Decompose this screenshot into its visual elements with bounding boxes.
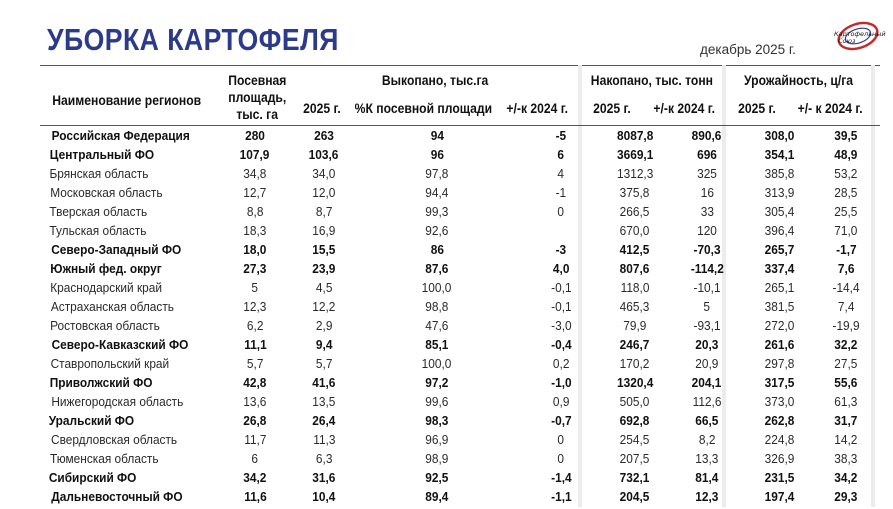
value-cell-acc-diff: 81,4 (695, 470, 719, 485)
region-name-cell: Ростовская область (50, 318, 160, 333)
value-cell-dug-diff: -0,1 (550, 299, 572, 314)
value-cell-acc: 118,0 (620, 280, 650, 295)
header-yield-group: Урожайность, ц/га (744, 73, 854, 88)
region-name-cell: Тюменская область (50, 451, 159, 466)
value-cell-dug: 12,0 (312, 185, 336, 200)
value-cell-pct: 47,6 (425, 318, 449, 333)
value-cell-acc: 732,1 (620, 470, 650, 485)
table-row (40, 145, 880, 164)
region-name-cell: Ставропольский край (50, 356, 170, 371)
value-cell-acc-diff: 890,6 (692, 128, 722, 143)
value-cell-pct: 96,9 (425, 432, 449, 447)
value-cell-dug-diff: 6 (557, 147, 565, 162)
value-cell-dug-diff: -1,0 (550, 375, 572, 390)
table-row (40, 126, 880, 145)
value-cell-pct: 98,8 (425, 299, 449, 314)
value-cell-acc: 204,5 (620, 489, 650, 504)
table-row (40, 354, 880, 373)
value-cell-dug-diff: -0,4 (550, 337, 572, 352)
value-cell-sown: 13,6 (243, 394, 267, 409)
value-cell-sown: 34,8 (243, 166, 267, 181)
value-cell-yield: 308,0 (765, 128, 795, 143)
table-row (40, 430, 880, 449)
value-cell-pct: 98,3 (425, 413, 449, 428)
value-cell-acc-diff: 5 (703, 299, 711, 314)
value-cell-dug-diff: 0 (557, 451, 565, 466)
value-cell-dug-diff: 4 (557, 166, 565, 181)
region-name-cell: Нижегородская область (51, 394, 184, 409)
value-cell-sown: 5 (251, 280, 259, 295)
value-cell-yield-diff: 48,9 (834, 147, 858, 162)
value-cell-sown: 11,6 (243, 489, 267, 504)
value-cell-sown: 6,2 (246, 318, 264, 333)
table-row (40, 202, 880, 221)
value-cell-dug: 5,7 (315, 356, 333, 371)
value-cell-dug: 15,5 (312, 242, 336, 257)
value-cell-yield-diff: 61,3 (834, 394, 858, 409)
value-cell-yield: 396,4 (765, 223, 795, 238)
region-name-cell: Свердловская область (51, 432, 178, 447)
value-cell-dug-diff: 0,9 (552, 394, 570, 409)
region-name-cell: Астраханская область (50, 299, 174, 314)
header-yield-diff: +/- к 2024 г. (797, 101, 863, 116)
value-cell-yield-diff: 53,2 (834, 166, 858, 181)
value-cell-yield: 231,5 (765, 470, 795, 485)
region-name-cell: Северо-Западный ФО (51, 242, 182, 257)
value-cell-sown: 34,2 (243, 470, 267, 485)
value-cell-acc-diff: -114,2 (690, 261, 724, 276)
region-name-cell: Сибирский ФО (48, 470, 137, 485)
harvest-table (40, 126, 880, 506)
value-cell-pct: 97,2 (425, 375, 449, 390)
value-cell-sown: 26,8 (243, 413, 267, 428)
value-cell-acc: 670,0 (620, 223, 650, 238)
value-cell-dug-diff (518, 221, 604, 240)
value-cell-acc-diff: -70,3 (693, 242, 721, 257)
value-cell-pct: 94,4 (425, 185, 449, 200)
value-cell-sown: 18,3 (243, 223, 267, 238)
region-name-cell: Уральский ФО (48, 413, 135, 428)
header-top-rule (40, 65, 880, 66)
value-cell-dug: 41,6 (312, 375, 336, 390)
region-name-cell: Тверская область (49, 204, 148, 219)
value-cell-sown: 6 (251, 451, 259, 466)
value-cell-pct: 92,6 (425, 223, 449, 238)
value-cell-acc: 505,0 (620, 394, 650, 409)
table-row (40, 449, 880, 468)
report-date: декабрь 2025 г. (700, 42, 796, 57)
value-cell-yield: 385,8 (765, 166, 795, 181)
table-row (40, 487, 880, 506)
value-cell-yield: 197,4 (765, 489, 795, 504)
value-cell-sown: 11,7 (243, 432, 267, 447)
value-cell-dug: 11,3 (312, 432, 336, 447)
value-cell-pct: 87,6 (425, 261, 449, 276)
value-cell-acc-diff: 13,3 (695, 451, 719, 466)
value-cell-acc-diff: 120 (697, 223, 717, 238)
value-cell-sown: 12,3 (243, 299, 267, 314)
value-cell-dug-diff: 0,2 (552, 356, 570, 371)
value-cell-acc-diff: 325 (697, 166, 717, 181)
region-name-cell: Брянская область (49, 166, 149, 181)
table-row (40, 335, 880, 354)
value-cell-dug: 103,6 (309, 147, 339, 162)
value-cell-yield: 224,8 (765, 432, 795, 447)
value-cell-acc: 207,5 (620, 451, 650, 466)
value-cell-yield: 265,7 (765, 242, 795, 257)
header-acc-2025: 2025 г. (593, 101, 631, 116)
value-cell-pct: 100,0 (422, 356, 452, 371)
table-row (40, 278, 880, 297)
value-cell-yield: 265,1 (765, 280, 795, 295)
table-row (40, 468, 880, 487)
value-cell-yield-diff: 7,6 (837, 261, 855, 276)
value-cell-dug-diff: 0 (557, 204, 565, 219)
value-cell-acc-diff: 20,9 (695, 356, 719, 371)
table-row (40, 392, 880, 411)
value-cell-dug: 8,7 (315, 204, 333, 219)
value-cell-acc: 692,8 (620, 413, 650, 428)
value-cell-yield: 313,9 (765, 185, 795, 200)
value-cell-pct: 89,4 (425, 489, 449, 504)
value-cell-acc-diff: 12,3 (695, 489, 719, 504)
header-yield-2025: 2025 г. (738, 101, 776, 116)
value-cell-acc: 412,5 (620, 242, 650, 257)
region-name-cell: Российская Федерация (51, 128, 190, 143)
value-cell-yield-diff: -19,9 (832, 318, 860, 333)
value-cell-yield-diff: 38,3 (834, 451, 858, 466)
value-cell-yield: 261,6 (765, 337, 795, 352)
value-cell-yield-diff: 14,2 (834, 432, 858, 447)
region-name-cell: Дальневосточный ФО (51, 489, 183, 504)
header-dug-2025: 2025 г. (303, 101, 341, 116)
value-cell-sown: 8,8 (246, 204, 264, 219)
value-cell-dug-diff: 0 (557, 432, 565, 447)
svg-text:Союз: Союз (838, 37, 856, 45)
table-row (40, 240, 880, 259)
value-cell-yield-diff: 32,2 (834, 337, 858, 352)
value-cell-dug: 2,9 (315, 318, 333, 333)
value-cell-pct: 86 (430, 242, 444, 257)
table-row (40, 411, 880, 430)
value-cell-acc-diff: 20,3 (695, 337, 719, 352)
value-cell-yield: 305,4 (765, 204, 795, 219)
table-row (40, 297, 880, 316)
value-cell-dug-diff: -1 (555, 185, 567, 200)
region-name-cell: Южный фед. округ (50, 261, 162, 276)
value-cell-yield: 272,0 (765, 318, 795, 333)
table-row (40, 316, 880, 335)
value-cell-pct: 97,8 (425, 166, 449, 181)
region-name-cell: Приволжский ФО (49, 375, 153, 390)
value-cell-acc: 254,5 (620, 432, 650, 447)
value-cell-yield: 381,5 (765, 299, 795, 314)
value-cell-yield-diff: 27,5 (834, 356, 858, 371)
value-cell-dug: 23,9 (312, 261, 336, 276)
value-cell-dug: 12,2 (312, 299, 336, 314)
value-cell-yield: 297,8 (765, 356, 795, 371)
value-cell-pct: 98,9 (425, 451, 449, 466)
value-cell-acc: 3669,1 (616, 147, 654, 162)
table-row (40, 164, 880, 183)
value-cell-pct: 96 (430, 147, 444, 162)
value-cell-sown: 27,3 (243, 261, 267, 276)
value-cell-pct: 100,0 (422, 280, 452, 295)
value-cell-yield: 337,4 (765, 261, 795, 276)
value-cell-pct: 85,1 (425, 337, 449, 352)
value-cell-yield-diff: 29,3 (834, 489, 858, 504)
header-dug-pct: %К посевной площади (354, 101, 492, 116)
value-cell-dug-diff: -0,1 (550, 280, 572, 295)
value-cell-acc-diff: -10,1 (693, 280, 721, 295)
value-cell-dug-diff: -5 (555, 128, 567, 143)
value-cell-dug: 31,6 (312, 470, 336, 485)
region-name-cell: Тульская область (49, 223, 147, 238)
value-cell-sown: 5,7 (246, 356, 264, 371)
value-cell-sown: 42,8 (243, 375, 267, 390)
table-row (40, 221, 880, 240)
header-sown: Посевная площадь, тыс. га (227, 73, 287, 122)
value-cell-dug: 9,4 (315, 337, 333, 352)
header-dug-group: Выкопано, тыс.га (381, 73, 489, 88)
value-cell-acc-diff: -93,1 (693, 318, 721, 333)
region-name-cell: Северо-Кавказский ФО (51, 337, 189, 352)
value-cell-acc: 1312,3 (616, 166, 654, 181)
value-cell-acc: 246,7 (620, 337, 650, 352)
value-cell-yield: 326,9 (765, 451, 795, 466)
value-cell-acc: 1320,4 (616, 375, 654, 390)
value-cell-yield-diff: 7,4 (837, 299, 855, 314)
value-cell-dug-diff: 4,0 (552, 261, 570, 276)
value-cell-acc-diff: 66,5 (695, 413, 719, 428)
value-cell-acc: 807,6 (620, 261, 650, 276)
value-cell-acc-diff: 112,6 (692, 394, 722, 409)
value-cell-dug: 13,5 (312, 394, 336, 409)
value-cell-acc-diff: 33 (700, 204, 714, 219)
value-cell-pct: 92,5 (425, 470, 449, 485)
table-row (40, 373, 880, 392)
value-cell-pct: 94 (430, 128, 444, 143)
value-cell-acc-diff: 204,1 (692, 375, 722, 390)
value-cell-acc: 266,5 (620, 204, 650, 219)
table-row (40, 259, 880, 278)
value-cell-yield-diff: 55,6 (834, 375, 858, 390)
value-cell-acc-diff: 8,2 (698, 432, 716, 447)
potato-union-logo (828, 18, 886, 52)
value-cell-dug-diff: -1,1 (550, 489, 572, 504)
value-cell-yield: 317,5 (765, 375, 795, 390)
header-dug-diff: +/-к 2024 г. (506, 101, 568, 116)
value-cell-sown: 107,9 (240, 147, 270, 162)
svg-text:Картофельный: Картофельный (834, 30, 886, 38)
value-cell-acc: 79,9 (623, 318, 647, 333)
value-cell-sown: 12,7 (243, 185, 267, 200)
value-cell-dug-diff: -0,7 (550, 413, 572, 428)
header-acc-group: Накопано, тыс. тонн (590, 73, 714, 88)
value-cell-dug: 16,9 (312, 223, 336, 238)
value-cell-acc-diff: 16 (700, 185, 714, 200)
value-cell-yield: 262,8 (765, 413, 795, 428)
value-cell-dug: 6,3 (315, 451, 333, 466)
value-cell-dug: 10,4 (312, 489, 336, 504)
value-cell-yield-diff: -1,7 (835, 242, 857, 257)
value-cell-dug-diff: -3,0 (550, 318, 572, 333)
value-cell-dug: 26,4 (312, 413, 336, 428)
region-name-cell: Московская область (50, 185, 163, 200)
value-cell-yield-diff: 28,5 (834, 185, 858, 200)
page-title: УБОРКА КАРТОФЕЛЯ (47, 22, 339, 57)
value-cell-acc: 375,8 (620, 185, 650, 200)
value-cell-sown: 18,0 (243, 242, 267, 257)
region-name-cell: Центральный ФО (49, 147, 155, 162)
value-cell-pct: 99,3 (425, 204, 449, 219)
value-cell-yield-diff: 25,5 (834, 204, 858, 219)
value-cell-dug: 34,0 (312, 166, 336, 181)
value-cell-yield-diff: 71,0 (834, 223, 858, 238)
value-cell-sown: 11,1 (243, 337, 267, 352)
value-cell-yield-diff: 39,5 (834, 128, 858, 143)
value-cell-acc: 465,3 (620, 299, 650, 314)
header-region: Наименование регионов (52, 93, 202, 108)
value-cell-dug-diff: -3 (555, 242, 567, 257)
value-cell-sown: 280 (245, 128, 265, 143)
value-cell-yield: 373,0 (765, 394, 795, 409)
region-name-cell: Краснодарский край (50, 280, 162, 295)
value-cell-acc: 170,2 (620, 356, 650, 371)
header-acc-diff: +/-к 2024 г. (653, 101, 715, 116)
value-cell-acc-diff: 696 (697, 147, 717, 162)
value-cell-yield-diff: -14,4 (832, 280, 860, 295)
value-cell-dug: 263 (314, 128, 334, 143)
table-row (40, 183, 880, 202)
value-cell-acc: 8087,8 (616, 128, 654, 143)
value-cell-yield: 354,1 (765, 147, 795, 162)
value-cell-yield-diff: 34,2 (834, 470, 858, 485)
value-cell-pct: 99,6 (425, 394, 449, 409)
value-cell-yield-diff: 31,7 (834, 413, 858, 428)
value-cell-dug-diff: -1,4 (550, 470, 572, 485)
value-cell-dug: 4,5 (315, 280, 333, 295)
